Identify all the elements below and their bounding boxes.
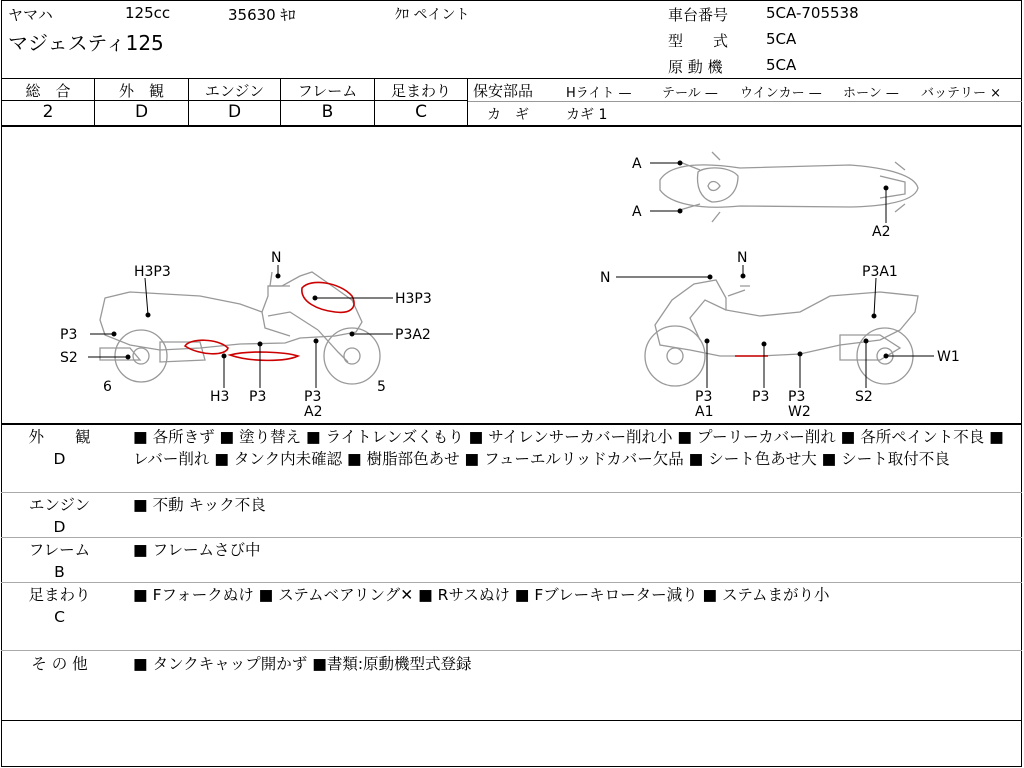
note-category-frame: フレーム B [28, 541, 91, 581]
note-text-suspension: ■ Fフォークぬけ ■ ステムベアリング✕ ■ Rサスぬけ ■ Fブレーキローター減り ■ ステムまがり小 [133, 586, 830, 604]
label-five: 5 [377, 379, 386, 395]
key-label: カ ギ [487, 107, 529, 123]
security-item-headlight: Hライト — [566, 86, 632, 101]
divider [1, 423, 1022, 425]
label-p3a2-right: P3A2 [395, 327, 431, 343]
frame-no: 5CA-705538 [766, 4, 859, 22]
label-n-left: N [271, 250, 282, 266]
label-p3-right-3: P3 [788, 389, 806, 405]
color: ｸﾛ ペイント [395, 7, 470, 23]
divider [1, 537, 1022, 538]
label-a2-bottom: A2 [304, 404, 323, 420]
type-label: 型 式 [668, 32, 729, 50]
label-w2-bottom: W2 [788, 404, 811, 420]
suspension-grade: C [415, 102, 427, 122]
label-p3-bottom-2: P3 [304, 389, 322, 405]
security-item-battery: バッテリー × [921, 86, 1002, 101]
mileage: 35630 ｷﾛ [228, 6, 296, 24]
label-n-right: N [737, 250, 748, 266]
note-text-frame: ■ フレームさび中 [133, 541, 261, 559]
scooter-top-view [660, 152, 918, 222]
label-a-top-2: A [632, 204, 642, 220]
note-text-exterior: ■ 各所きず ■ 塗り替え ■ ライトレンズくもり ■ サイレンサーカバー削れ小 ■ プーリーカバー削れ ■ 各所ペイント不良 ■ レバー削れ ■ タンク内未確認 ■ 樹脂部色あせ ■ フューエルリッドカバー欠品 ■ シート色あせ大 ■ シート取付不良 [133, 428, 1004, 468]
label-a-top-1: A [632, 156, 642, 172]
divider [467, 101, 1022, 102]
note-category-engine: エンジン D [28, 496, 91, 536]
overall-grade: 2 [42, 102, 54, 122]
security-item-horn: ホーン — [843, 86, 899, 101]
type-value: 5CA [766, 30, 797, 48]
label-w1: W1 [937, 349, 960, 365]
exterior-label: 外 観 [118, 82, 164, 100]
scooter-right-view [645, 280, 918, 386]
model-name: マジェスティ125 [8, 31, 164, 55]
divider [1, 78, 1022, 79]
key-value: カギ 1 [566, 107, 608, 123]
note-text-engine: ■ 不動 キック不良 [133, 496, 266, 514]
maker: ヤマハ [8, 6, 53, 24]
label-a2-top-rear: A2 [872, 224, 891, 240]
security-label: 保安部品 [473, 82, 534, 100]
frame-no-label: 車台番号 [668, 6, 729, 24]
label-p3a1: P3A1 [862, 264, 898, 280]
scooter-left-view [100, 272, 380, 384]
label-a1-bottom: A1 [695, 404, 714, 420]
divider [1, 492, 1022, 493]
engine-grade: D [227, 102, 242, 122]
label-h3p3-right: H3P3 [395, 291, 432, 307]
frame-grade-label: フレーム [297, 82, 358, 100]
overall-label: 総 合 [25, 82, 71, 100]
displacement: 125cc [125, 4, 171, 22]
label-p3-right-2: P3 [752, 389, 770, 405]
note-category-exterior: 外 観 D [28, 428, 91, 468]
label-s2-right: S2 [855, 389, 873, 405]
label-p3-bottom-1: P3 [249, 389, 267, 405]
note-category-suspension: 足まわり C [28, 586, 91, 626]
label-n-front: N [600, 270, 611, 286]
label-six: 6 [103, 379, 112, 395]
security-item-winker: ウインカー — [740, 86, 822, 101]
note-category-other: そ の 他 [31, 655, 88, 673]
frame-grade: B [321, 102, 334, 122]
divider [1, 720, 1022, 721]
engine-label: 原 動 機 [668, 58, 723, 76]
scooter-diagram [0, 126, 1024, 424]
security-item-tail: テール — [662, 86, 718, 101]
label-h3p3-top: H3P3 [134, 264, 171, 280]
engine-value: 5CA [766, 56, 797, 74]
divider [1, 582, 1022, 583]
exterior-grade: D [134, 102, 149, 122]
engine-grade-label: エンジン [204, 82, 265, 100]
label-p3-left: P3 [60, 327, 78, 343]
divider [1, 650, 1022, 651]
suspension-grade-label: 足まわり [390, 82, 451, 100]
divider [467, 78, 468, 126]
note-text-other: ■ タンクキャップ開かず ■書類:原動機型式登録 [133, 655, 472, 673]
label-h3: H3 [210, 389, 230, 405]
label-p3-right-1: P3 [695, 389, 713, 405]
label-s2-left: S2 [60, 350, 78, 366]
